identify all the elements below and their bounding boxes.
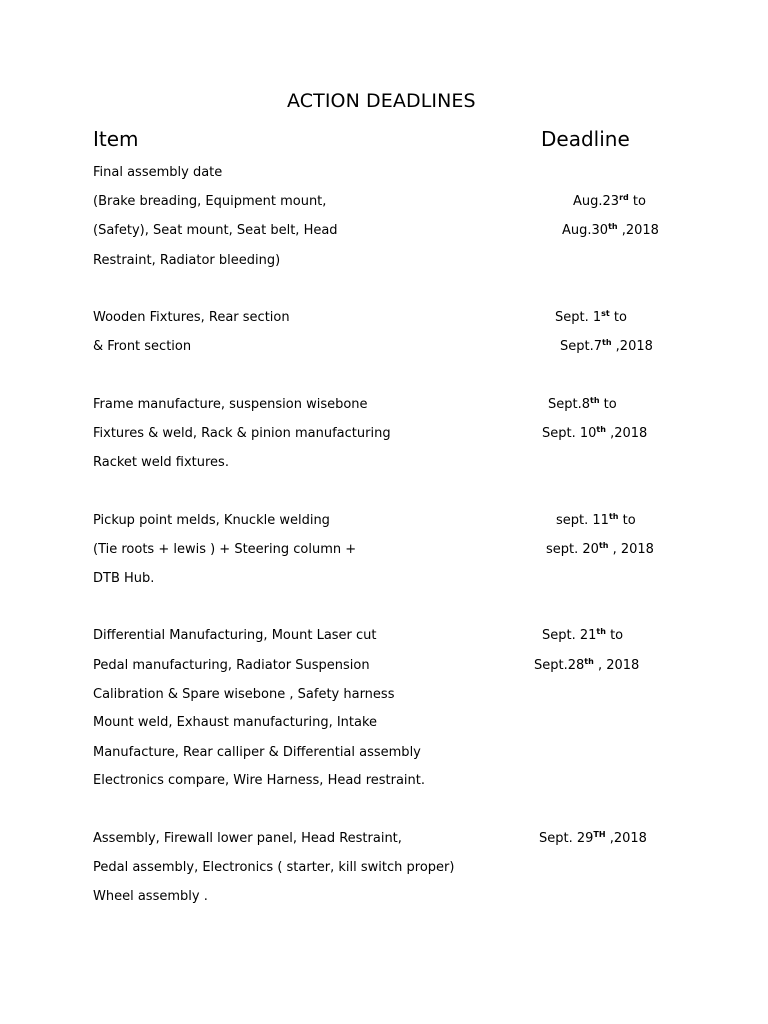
item-line: Final assembly date [93,165,223,180]
deadline-value: sept. 11th to [556,512,636,528]
item-column-header: Item [93,127,139,151]
item-line: Calibration & Spare wisebone , Safety harness [93,687,395,702]
item-line: Wooden Fixtures, Rear section [93,310,290,325]
item-line: Frame manufacture, suspension wisebone [93,397,368,412]
item-line: Pedal assembly, Electronics ( starter, kill switch proper) [93,860,455,875]
item-line: & Front section [93,339,192,354]
deadline-value: Sept.7th ,2018 [560,338,653,354]
deadline-value: Aug.30th ,2018 [562,222,659,238]
item-line: Pedal manufacturing, Radiator Suspension [93,658,370,673]
deadline-value: Sept.28th , 2018 [534,657,640,673]
item-line: Electronics compare, Wire Harness, Head restraint. [93,773,426,788]
item-line: Restraint, Radiator bleeding) [93,253,281,268]
deadline-value: Sept. 1st to [555,309,627,325]
deadline-value: Sept.8th to [548,396,617,412]
item-line: Mount weld, Exhaust manufacturing, Intake [93,715,378,730]
deadline-value: Aug.23rd to [573,193,646,209]
item-line: Fixtures & weld, Rack & pinion manufacturing [93,426,391,441]
deadline-value: Sept. 29TH ,2018 [539,830,647,846]
item-line: (Brake breading, Equipment mount, [93,194,327,209]
page-title: ACTION DEADLINES [287,90,476,112]
item-line: Manufacture, Rear calliper & Differential assembly [93,745,421,760]
item-line: Assembly, Firewall lower panel, Head Restraint, [93,831,402,846]
deadline-value: Sept. 21th to [542,627,624,643]
item-line: Differential Manufacturing, Mount Laser cut [93,628,377,643]
item-line: DTB Hub. [93,571,155,586]
deadline-value: sept. 20th , 2018 [546,541,654,557]
item-line: Racket weld fixtures. [93,455,229,470]
item-line: Pickup point melds, Knuckle welding [93,513,330,528]
item-line: (Tie roots + lewis ) + Steering column + [93,542,357,557]
deadline-value: Sept. 10th ,2018 [542,425,648,441]
item-line: Wheel assembly . [93,889,208,904]
deadline-column-header: Deadline [541,127,630,151]
item-line: (Safety), Seat mount, Seat belt, Head [93,223,338,238]
